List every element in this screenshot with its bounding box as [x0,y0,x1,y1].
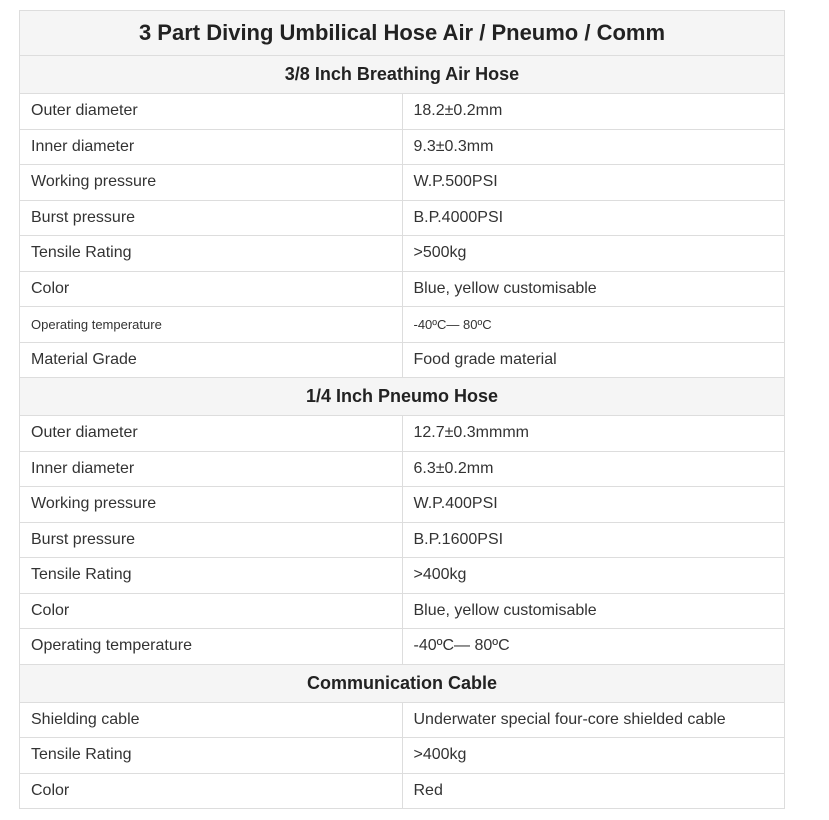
row-label: Outer diameter [20,416,403,452]
table-row [20,629,785,665]
row-value: B.P.1600PSI [402,522,785,558]
row-label: Operating temperature [20,629,403,665]
table-row [20,129,785,165]
row-value: W.P.500PSI [402,165,785,201]
row-value: >500kg [402,236,785,272]
section-header-row [20,664,785,702]
section-heading-pneumo-hose: 1/4 Inch Pneumo Hose [20,378,785,416]
row-value: Underwater special four-core shielded cable [402,702,785,738]
row-label: Color [20,271,403,307]
row-label: Inner diameter [20,451,403,487]
row-label: Operating temperature [20,307,403,343]
row-value: W.P.400PSI [402,487,785,523]
row-label: Tensile Rating [20,738,403,774]
row-label: Material Grade [20,342,403,378]
section-heading-air-hose: 3/8 Inch Breathing Air Hose [20,56,785,94]
row-label: Working pressure [20,487,403,523]
table-row [20,200,785,236]
row-value: >400kg [402,738,785,774]
row-label: Burst pressure [20,522,403,558]
table-row [20,738,785,774]
row-value: 6.3±0.2mm [402,451,785,487]
row-label: Burst pressure [20,200,403,236]
table-row [20,451,785,487]
row-label: Tensile Rating [20,236,403,272]
row-value: 12.7±0.3mmmm [402,416,785,452]
row-value: >400kg [402,558,785,594]
row-label: Inner diameter [20,129,403,165]
table-row [20,702,785,738]
row-label: Working pressure [20,165,403,201]
table-row [20,236,785,272]
spec-table [19,10,785,809]
section-header-row [20,56,785,94]
table-row [20,271,785,307]
table-row [20,773,785,809]
table-row [20,487,785,523]
table-row [20,165,785,201]
table-row [20,94,785,130]
row-value: Blue, yellow customisable [402,593,785,629]
row-label: Shielding cable [20,702,403,738]
table-row [20,416,785,452]
title-row [20,11,785,56]
row-value: 9.3±0.3mm [402,129,785,165]
row-value: Food grade material [402,342,785,378]
section-header-row [20,378,785,416]
row-value: 18.2±0.2mm [402,94,785,130]
row-value: -40ºC— 80ºC [402,629,785,665]
table-row [20,522,785,558]
table-row [20,307,785,343]
row-value: B.P.4000PSI [402,200,785,236]
table-row [20,342,785,378]
row-value: Red [402,773,785,809]
row-value: -40ºC— 80ºC [402,307,785,343]
row-label: Tensile Rating [20,558,403,594]
row-label: Color [20,593,403,629]
table-title: 3 Part Diving Umbilical Hose Air / Pneumo / Comm [20,11,785,56]
section-heading-comm-cable: Communication Cable [20,664,785,702]
table-row [20,593,785,629]
row-value: Blue, yellow customisable [402,271,785,307]
table-row [20,558,785,594]
row-label: Color [20,773,403,809]
row-label: Outer diameter [20,94,403,130]
